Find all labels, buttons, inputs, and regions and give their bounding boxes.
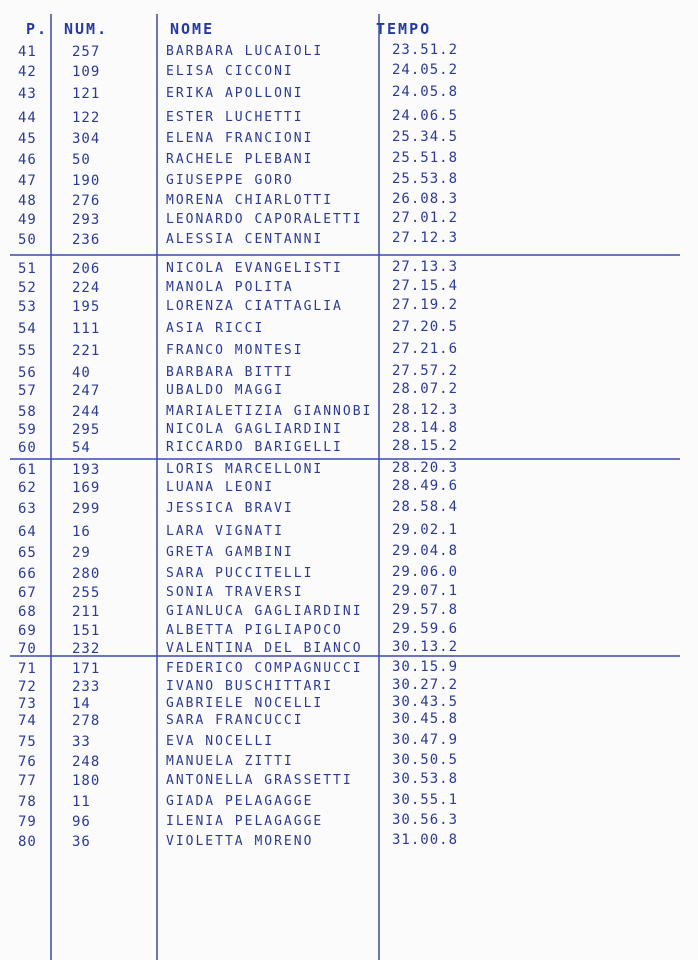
cell-tempo: 27.12.3 [392,230,459,246]
cell-tempo: 29.59.6 [392,621,459,637]
cell-num: 50 [72,152,91,168]
column-divider-num [156,14,158,960]
cell-num: 36 [72,834,91,850]
cell-tempo: 28.12.3 [392,402,459,418]
cell-pos: 63 [18,501,37,517]
cell-num: 16 [72,524,91,540]
cell-nome: VALENTINA DEL BIANCO [166,641,363,656]
cell-pos: 52 [18,280,37,296]
cell-tempo: 28.49.6 [392,478,459,494]
cell-tempo: 30.45.8 [392,711,459,727]
cell-nome: MARIALETIZIA GIANNOBI [166,404,373,419]
cell-tempo: 29.06.0 [392,564,459,580]
cell-tempo: 30.53.8 [392,771,459,787]
cell-pos: 78 [18,794,37,810]
cell-num: 171 [72,661,101,677]
cell-tempo: 29.02.1 [392,522,459,538]
cell-nome: FRANCO MONTESI [166,343,304,358]
cell-pos: 72 [18,679,37,695]
cell-pos: 74 [18,713,37,729]
cell-nome: RICCARDO BARIGELLI [166,440,343,455]
cell-num: 11 [72,794,91,810]
cell-num: 295 [72,422,101,438]
cell-tempo: 25.53.8 [392,171,459,187]
cell-tempo: 23.51.2 [392,42,459,58]
cell-nome: MANOLA POLITA [166,280,294,295]
cell-pos: 61 [18,462,37,478]
cell-pos: 48 [18,193,37,209]
cell-pos: 51 [18,261,37,277]
cell-tempo: 30.15.9 [392,659,459,675]
cell-num: 221 [72,343,101,359]
cell-num: 40 [72,365,91,381]
cell-nome: ALBETTA PIGLIAPOCO [166,623,343,638]
cell-num: 169 [72,480,101,496]
cell-nome: GRETA GAMBINI [166,545,294,560]
cell-pos: 75 [18,734,37,750]
group-divider [10,254,680,256]
cell-num: 96 [72,814,91,830]
cell-nome: RACHELE PLEBANI [166,152,314,167]
cell-nome: ELENA FRANCIONI [166,131,314,146]
cell-tempo: 25.51.8 [392,150,459,166]
cell-nome: NICOLA GAGLIARDINI [166,422,343,437]
cell-nome: NICOLA EVANGELISTI [166,261,343,276]
cell-tempo: 27.13.3 [392,259,459,275]
cell-pos: 76 [18,754,37,770]
cell-num: 248 [72,754,101,770]
cell-pos: 77 [18,773,37,789]
cell-num: 29 [72,545,91,561]
cell-pos: 42 [18,64,37,80]
cell-num: 122 [72,110,101,126]
cell-num: 293 [72,212,101,228]
cell-pos: 50 [18,232,37,248]
cell-num: 247 [72,383,101,399]
cell-tempo: 28.14.8 [392,420,459,436]
cell-pos: 45 [18,131,37,147]
cell-pos: 57 [18,383,37,399]
cell-nome: GABRIELE NOCELLI [166,696,324,711]
cell-num: 233 [72,679,101,695]
cell-pos: 73 [18,696,37,712]
cell-tempo: 30.43.5 [392,694,459,710]
cell-nome: ALESSIA CENTANNI [166,232,324,247]
cell-tempo: 30.55.1 [392,792,459,808]
cell-tempo: 24.06.5 [392,108,459,124]
cell-num: 232 [72,641,101,657]
cell-nome: SARA PUCCITELLI [166,566,314,581]
column-divider-nome [378,14,380,960]
cell-num: 206 [72,261,101,277]
cell-nome: JESSICA BRAVI [166,501,294,516]
cell-tempo: 29.04.8 [392,543,459,559]
cell-nome: ESTER LUCHETTI [166,110,304,125]
cell-nome: ERIKA APOLLONI [166,86,304,101]
cell-num: 299 [72,501,101,517]
cell-tempo: 24.05.8 [392,84,459,100]
cell-pos: 41 [18,44,37,60]
cell-nome: EVA NOCELLI [166,734,275,749]
cell-pos: 43 [18,86,37,102]
cell-tempo: 27.57.2 [392,363,459,379]
cell-nome: ASIA RICCI [166,321,265,336]
cell-pos: 46 [18,152,37,168]
cell-nome: LARA VIGNATI [166,524,284,539]
cell-num: 190 [72,173,101,189]
cell-tempo: 28.07.2 [392,381,459,397]
header-tempo: TEMPO [376,20,432,38]
cell-pos: 62 [18,480,37,496]
cell-tempo: 30.27.2 [392,677,459,693]
cell-num: 257 [72,44,101,60]
cell-num: 121 [72,86,101,102]
cell-pos: 60 [18,440,37,456]
cell-pos: 71 [18,661,37,677]
cell-tempo: 28.58.4 [392,499,459,515]
cell-tempo: 27.19.2 [392,297,459,313]
cell-pos: 53 [18,299,37,315]
cell-nome: IVANO BUSCHITTARI [166,679,334,694]
cell-pos: 58 [18,404,37,420]
cell-pos: 44 [18,110,37,126]
cell-nome: SONIA TRAVERSI [166,585,304,600]
cell-num: 236 [72,232,101,248]
cell-num: 224 [72,280,101,296]
cell-pos: 47 [18,173,37,189]
cell-num: 54 [72,440,91,456]
cell-pos: 65 [18,545,37,561]
cell-tempo: 29.57.8 [392,602,459,618]
cell-num: 211 [72,604,101,620]
header-nome: NOME [170,20,215,38]
cell-num: 14 [72,696,91,712]
cell-tempo: 29.07.1 [392,583,459,599]
cell-nome: LORIS MARCELLONI [166,462,324,477]
cell-num: 151 [72,623,101,639]
cell-num: 255 [72,585,101,601]
cell-num: 193 [72,462,101,478]
cell-nome: GIADA PELAGAGGE [166,794,314,809]
cell-nome: FEDERICO COMPAGNUCCI [166,661,363,676]
cell-nome: GIANLUCA GAGLIARDINI [166,604,363,619]
cell-tempo: 30.50.5 [392,752,459,768]
cell-pos: 69 [18,623,37,639]
cell-nome: LUANA LEONI [166,480,275,495]
header-pos: P. [26,20,49,38]
cell-tempo: 24.05.2 [392,62,459,78]
cell-num: 109 [72,64,101,80]
cell-nome: MORENA CHIARLOTTI [166,193,334,208]
cell-tempo: 30.47.9 [392,732,459,748]
cell-nome: ANTONELLA GRASSETTI [166,773,353,788]
cell-nome: BARBARA BITTI [166,365,294,380]
cell-nome: SARA FRANCUCCI [166,713,304,728]
cell-num: 304 [72,131,101,147]
cell-pos: 59 [18,422,37,438]
cell-tempo: 27.01.2 [392,210,459,226]
cell-num: 111 [72,321,101,337]
cell-tempo: 25.34.5 [392,129,459,145]
cell-tempo: 27.20.5 [392,319,459,335]
cell-num: 244 [72,404,101,420]
cell-num: 33 [72,734,91,750]
cell-num: 276 [72,193,101,209]
cell-pos: 54 [18,321,37,337]
cell-nome: BARBARA LUCAIOLI [166,44,324,59]
cell-tempo: 27.21.6 [392,341,459,357]
cell-nome: MANUELA ZITTI [166,754,294,769]
cell-num: 278 [72,713,101,729]
cell-pos: 70 [18,641,37,657]
cell-num: 180 [72,773,101,789]
cell-tempo: 27.15.4 [392,278,459,294]
cell-tempo: 26.08.3 [392,191,459,207]
cell-nome: LORENZA CIATTAGLIA [166,299,343,314]
column-divider-pos [50,14,52,960]
cell-nome: LEONARDO CAPORALETTI [166,212,363,227]
cell-tempo: 28.20.3 [392,460,459,476]
cell-nome: UBALDO MAGGI [166,383,284,398]
cell-num: 280 [72,566,101,582]
cell-pos: 67 [18,585,37,601]
cell-tempo: 31.00.8 [392,832,459,848]
group-divider [10,458,680,460]
cell-pos: 79 [18,814,37,830]
cell-pos: 64 [18,524,37,540]
cell-nome: ILENIA PELAGAGGE [166,814,324,829]
cell-pos: 66 [18,566,37,582]
cell-pos: 68 [18,604,37,620]
header-num: NUM. [64,20,109,38]
cell-nome: ELISA CICCONI [166,64,294,79]
cell-tempo: 30.56.3 [392,812,459,828]
cell-nome: VIOLETTA MORENO [166,834,314,849]
cell-tempo: 28.15.2 [392,438,459,454]
cell-num: 195 [72,299,101,315]
cell-pos: 49 [18,212,37,228]
cell-nome: GIUSEPPE GORO [166,173,294,188]
cell-pos: 80 [18,834,37,850]
cell-pos: 56 [18,365,37,381]
cell-tempo: 30.13.2 [392,639,459,655]
cell-pos: 55 [18,343,37,359]
